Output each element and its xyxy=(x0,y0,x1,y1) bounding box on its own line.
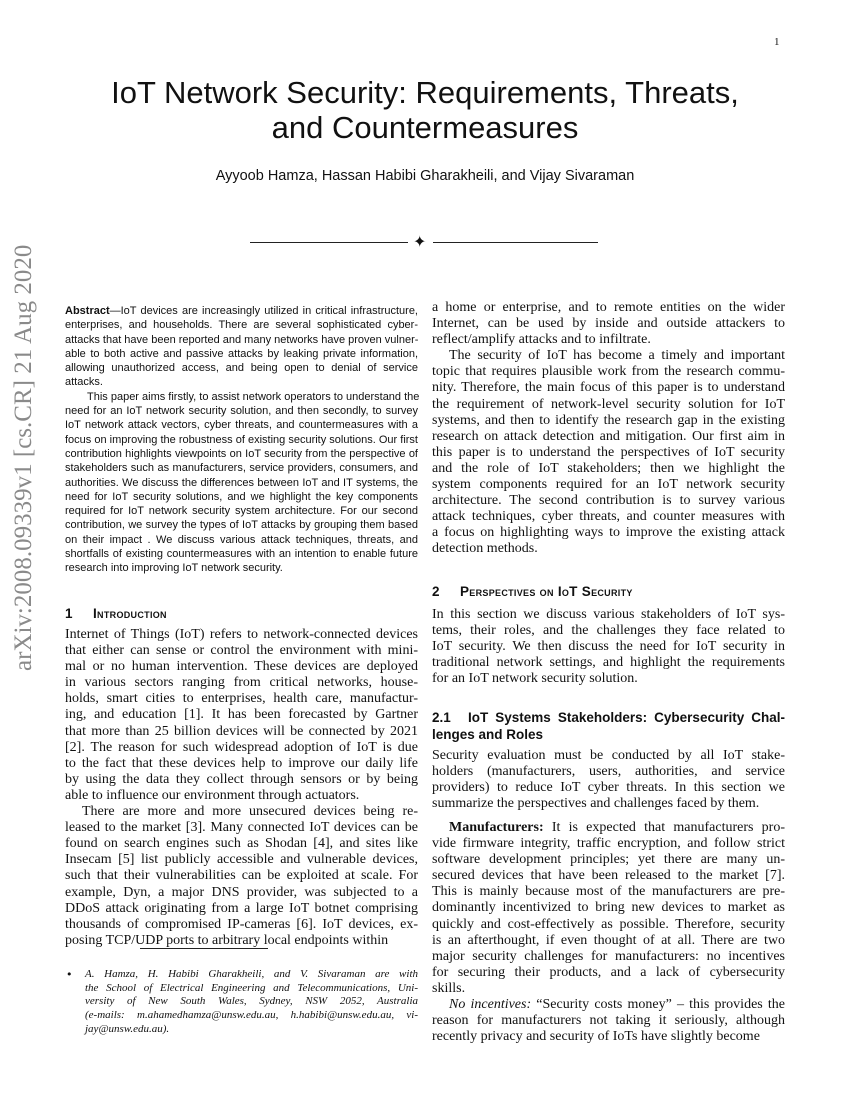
text-line: research on attack detection and mitigation. Our first aim in xyxy=(432,428,785,444)
text-line: posing TCP/UDP ports to arbitrary local endpoints within xyxy=(65,932,389,948)
introduction-body xyxy=(65,627,418,949)
text-line: versity of New South Wales, Sydney, NSW 2052, Australia xyxy=(85,995,418,1008)
text-line: software development principles; yet there are many un- xyxy=(432,852,785,868)
section-heading-introduction xyxy=(65,606,418,621)
text-line: need for IoT security solutions, and we highlight the key components xyxy=(65,490,418,503)
text-line: contribution highlights viewpoints on IoT security from the perspective of xyxy=(65,447,418,460)
text-line: vide firmware integrity, traffic encryption, and follow strict xyxy=(432,836,785,852)
text-line xyxy=(432,997,785,1013)
text-line xyxy=(65,304,418,318)
text-line: and the role of IoT stakeholders; then we highlight the xyxy=(432,460,785,476)
text-line: ing, and education [1]. It has been forecasted by Gartner xyxy=(65,707,418,723)
divider-diamond-icon: ✦ xyxy=(413,232,427,251)
text-line: secured devices that have been released to the market [7]. xyxy=(432,868,785,884)
text-line: This paper aims firstly, to assist network operators to understand the xyxy=(87,390,420,403)
text-line: the requirement of network-level security solution for IoT xyxy=(432,396,785,412)
text-line: authorities. We discuss the differences between IoT and IT systems, the xyxy=(65,476,418,489)
text-line xyxy=(432,820,785,836)
text-line: architecture. The second contribution is to survey various xyxy=(432,493,785,509)
author-list: Ayyoob Hamza, Hassan Habibi Gharakheili, and Vijay Sivaraman xyxy=(215,168,635,184)
text-line: jay@unsw.edu.au). xyxy=(85,1022,170,1035)
text-line: shortfalls of existing countermeasures with an intention to enable future xyxy=(65,548,418,561)
text-line: There are more and more unsecured devices being re- xyxy=(82,804,418,820)
text-line: dominantly incentivized to bring new devices to market as xyxy=(432,900,785,916)
footnote-rule xyxy=(140,948,268,949)
manufacturers-body xyxy=(432,820,785,1045)
text-line: found on search engines such as Shodan [4], and sites like xyxy=(65,836,418,852)
text-line: DDoS attack originating from a large IoT botnet comprising xyxy=(65,900,418,916)
line-text: It is expected that manufacturers pro- xyxy=(543,820,785,835)
text-line: tems, their roles, and the challenges they face related to xyxy=(432,623,785,639)
text-line: for securing their products, and a lack of cybersecurity xyxy=(432,964,785,980)
text-line: This is mainly because most of the manufacturers are pre- xyxy=(432,884,785,900)
page-number: 1 xyxy=(774,36,780,48)
text-line: able to influence our environment through actuators. xyxy=(65,787,360,803)
text-line: attack techniques, cyber threats, and counter measures with xyxy=(432,509,785,525)
text-line: contribution, we survey the types of IoT attacks by grouping them based xyxy=(65,519,418,532)
text-line: A. Hamza, H. Habibi Gharakheili, and V. Sivaraman are with xyxy=(85,968,418,980)
text-line: recently privacy and security of IoTs have slightly become xyxy=(432,1029,760,1045)
run-in-lead: Manufacturers: xyxy=(449,820,544,835)
text-line: a focus on highlighting ways to improve the existing attack xyxy=(432,525,785,541)
text-line: In this section we discuss various stakeholders of IoT sys- xyxy=(432,607,785,622)
text-line: attacks. xyxy=(65,376,103,389)
text-line: research into improving IoT network security. xyxy=(65,562,283,575)
title-line: and Countermeasures xyxy=(271,110,579,145)
text-line: systems, and then to identify the research gap in the existing xyxy=(432,412,785,428)
text-line: Security evaluation must be conducted by all IoT stake- xyxy=(432,748,785,763)
text-line: topic that requires plausible work from the research commu- xyxy=(432,364,785,380)
text-line: required for IoT network security system architecture. For our second xyxy=(65,505,418,518)
section-title: Perspectives on IoT Security xyxy=(460,584,633,599)
text-line: able to both active and passive attacks by leaking private information, xyxy=(65,347,418,360)
introduction-body-continued xyxy=(432,300,785,558)
text-line: system components required for an IoT network security xyxy=(432,477,785,493)
arxiv-identifier-stamp: arXiv:2008.09339v1 [cs.CR] 21 Aug 2020 xyxy=(10,244,37,671)
text-line: summarize the perspectives and challenges faced by them. xyxy=(432,796,760,812)
text-line: the School of Electrical Engineering and Telecommunications, Uni- xyxy=(85,981,418,994)
text-line: IoT security. We then discuss the need for IoT security in xyxy=(432,639,785,655)
author-affiliation-footnote xyxy=(85,968,418,1037)
text-line: a home or enterprise, and to remote entities on the wider xyxy=(432,300,785,315)
text-line: that more than 25 billion devices will be connected by 2021 xyxy=(65,723,418,739)
text-line: focus on improving the robustness of existing security solutions. Our first xyxy=(65,433,418,446)
text-line: leased to the market [3]. Many connected IoT devices can be xyxy=(65,820,418,836)
subsection-heading-stakeholders xyxy=(432,709,785,743)
subsection-title-line: lenges and Roles xyxy=(432,727,544,742)
text-line: nity. Therefore, the main focus of this paper is to understand xyxy=(432,380,785,396)
section-heading-perspectives xyxy=(432,584,785,599)
title-line: IoT Network Security: Requirements, Threats, xyxy=(111,75,739,110)
text-line: The security of IoT has become a timely and important xyxy=(449,348,785,364)
run-in-lead: No incentives: xyxy=(449,997,532,1013)
text-line: detection methods. xyxy=(432,541,538,557)
text-line: for an IoT network security solution. xyxy=(432,671,638,687)
stakeholders-intro xyxy=(432,748,785,812)
text-line: reflect/amplify attacks and to infiltrate. xyxy=(432,332,651,348)
text-line: holds, smart cities to enterprises, health care, manufactur- xyxy=(65,691,418,707)
paper-title xyxy=(0,75,850,145)
perspectives-body xyxy=(432,607,785,687)
title-divider-left xyxy=(250,242,408,243)
text-line: in various sectors ranging from critical networks, house- xyxy=(65,675,418,691)
text-line: mal or no human intervention. These devices are deployed xyxy=(65,659,418,675)
text-line: this paper is to understand the perspectives of IoT security xyxy=(432,444,785,460)
text-line: is an afterthought, if even thought of at all. There are two xyxy=(432,932,785,948)
text-line: Insecam [5] list publicly accessible and vulnerable devices, xyxy=(65,852,418,868)
text-line: skills. xyxy=(432,980,466,996)
text-line: example, Dyn, a major DNS provider, was subjected to a xyxy=(65,884,418,900)
text-line: Internet, can be used by inside and outside attackers to xyxy=(432,316,785,332)
abstract xyxy=(65,304,418,576)
text-line: [2]. The reason for such widespread adoption of IoT is due xyxy=(65,739,418,755)
text-line: (e-mails: m.ahamedhamza@unsw.edu.au, h.habibi@unsw.edu.au, vi- xyxy=(85,1009,418,1022)
text-line: on their impact . We discuss various attack techniques, threats, and xyxy=(65,533,418,546)
run-in-lead: Abstract xyxy=(65,305,110,317)
text-line: enterprises, and households. There are several sophisticated cyber- xyxy=(65,319,418,332)
text-line: need for an IoT network security solution, and then secondly, to survey xyxy=(65,405,418,418)
text-line: attacks that have been reported and many networks have proven vulner- xyxy=(65,333,419,346)
text-line: thousands of compromised IP-cameras [6]. IoT devices, ex- xyxy=(65,916,418,932)
text-line: quickly and cost-effectively as possible. Therefore, security xyxy=(432,916,785,932)
subsection-title-line: IoT Systems Stakeholders: Cybersecurity Chal- xyxy=(468,710,785,725)
subsection-number: 2.1 xyxy=(432,710,451,725)
text-line: traditional network settings, and highlight the requirements xyxy=(432,655,785,671)
line-text: “Security costs money” – this provides the xyxy=(531,997,785,1013)
text-line: IoT network attack vectors, cyber threats, and countermeasures with a xyxy=(65,419,418,432)
text-line: stakeholders such as manufacturers, service providers, consumers, and xyxy=(65,462,418,475)
text-line: such that their vulnerabilities can be exploited at scale. For xyxy=(65,868,418,884)
text-line: reason for manufacturers not taking it seriously, although xyxy=(432,1013,785,1029)
section-number: 2 xyxy=(432,584,440,599)
text-line: by using the data they collect through sensors or by being xyxy=(65,771,418,787)
text-line: holders (manufacturers, users, authorities, and service xyxy=(432,764,785,780)
text-line: to the fact that these devices help to improve our daily life xyxy=(65,755,418,771)
section-number: 1 xyxy=(65,606,73,621)
text-line: providers) to reduce IoT cyber threats. In this section we xyxy=(432,780,785,796)
section-title: Introduction xyxy=(93,606,167,621)
text-line: that either can sense or control the environment with mini- xyxy=(65,643,418,659)
text-line: major security challenges for manufacturers: no incentives xyxy=(432,948,785,964)
text-line: allowing unauthorized access, and being open to denial of service xyxy=(65,362,418,375)
footnote-bullet: • xyxy=(66,968,73,981)
title-divider-right xyxy=(433,242,598,243)
line-text: —IoT devices are increasingly utilized in critical infrastructure, xyxy=(109,305,418,317)
text-line: Internet of Things (IoT) refers to network-connected devices xyxy=(65,627,418,642)
